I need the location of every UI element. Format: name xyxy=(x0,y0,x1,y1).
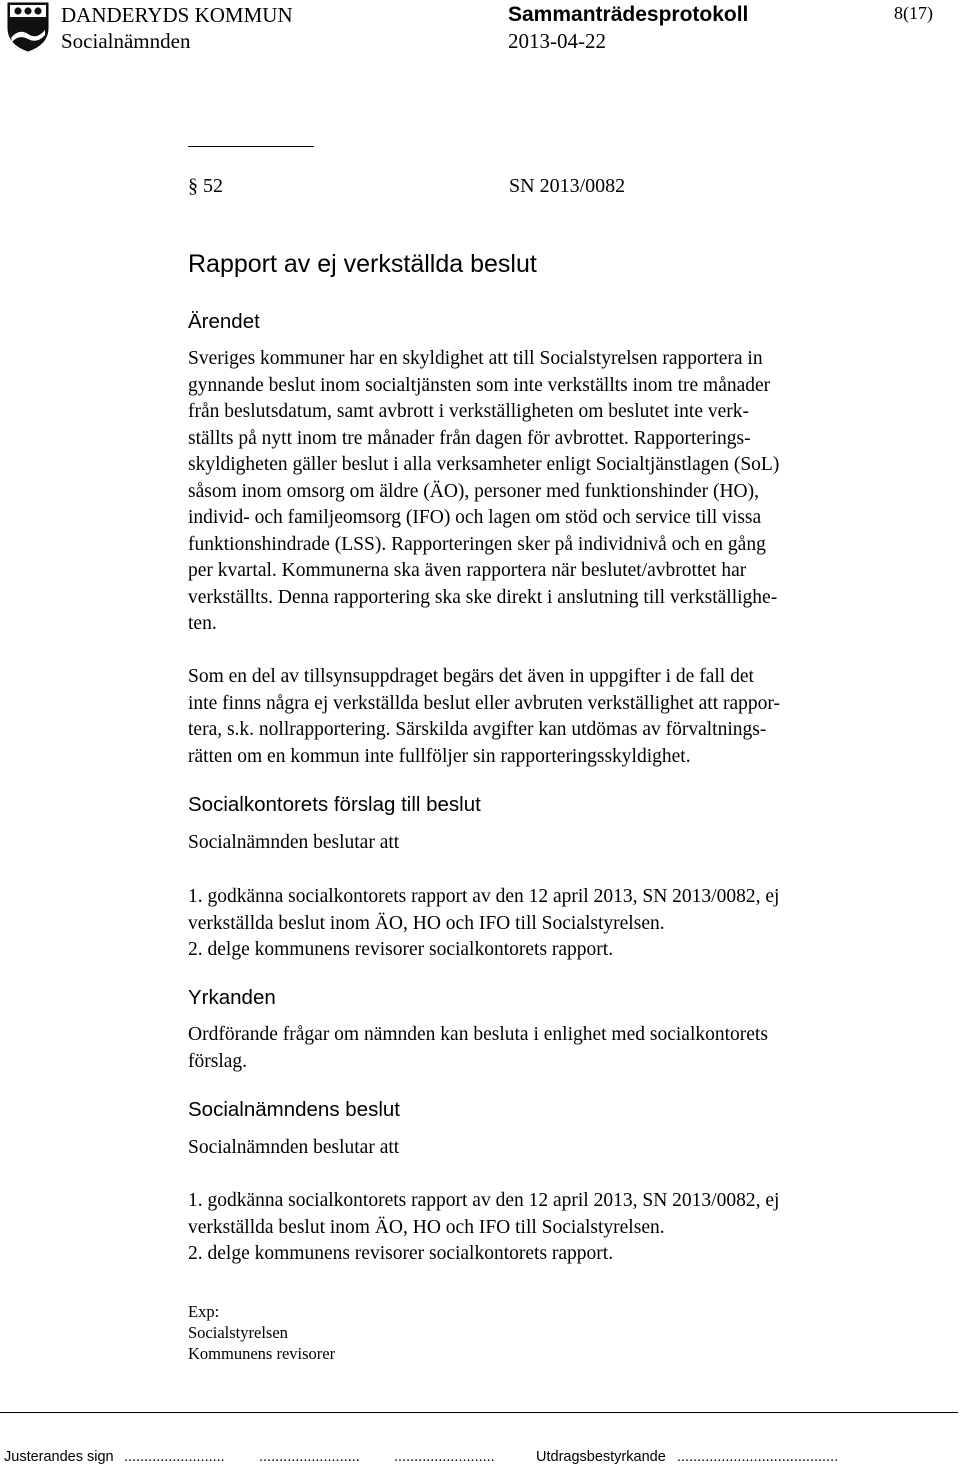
sign-field-2: ......................... xyxy=(259,1449,360,1465)
text-line: ten. xyxy=(188,613,217,634)
arendet-paragraph-1 xyxy=(188,346,779,638)
page-title: Rapport av ej verkställda beslut xyxy=(188,250,537,278)
section-number-value: 52 xyxy=(203,175,223,197)
arendet-paragraph-2 xyxy=(188,664,780,770)
proposal-heading: Socialkontorets förslag till beslut xyxy=(188,793,481,816)
list-item: 1. godkänna socialkontorets rapport av den 12 april 2013, SN 2013/0082, ej xyxy=(188,886,780,907)
list-item: verkställda beslut inom ÄO, HO och IFO till Socialstyrelsen. xyxy=(188,912,665,934)
document-type: Sammanträdesprotokoll xyxy=(508,3,749,26)
text-line: Sveriges kommuner har en skyldighet att till Socialstyrelsen rapportera in xyxy=(188,348,763,369)
yrkanden-heading: Yrkanden xyxy=(188,986,276,1009)
text-line: ställts på nytt inom tre månader från dagen för avbrottet. Rapporterings- xyxy=(188,427,751,449)
case-number: SN 2013/0082 xyxy=(509,175,626,197)
text-line: förslag. xyxy=(188,1050,248,1072)
utdragsbestyrkande-label: Utdragsbestyrkande xyxy=(536,1449,666,1465)
decision-items xyxy=(188,1188,779,1268)
distribution-recipient: Socialstyrelsen xyxy=(188,1323,288,1342)
municipality-coat-of-arms-logo xyxy=(7,2,49,52)
sign-field-1: ......................... xyxy=(124,1449,225,1465)
section-separator-line xyxy=(188,146,314,147)
utdragsbestyrkande-field: ........................................ xyxy=(677,1449,839,1465)
page-number: 8(17) xyxy=(894,3,933,23)
text-line: rätten om en kommun inte fullföljer sin rapporteringsskyldighet. xyxy=(188,745,691,767)
footer-separator-line xyxy=(0,1412,958,1413)
text-line: gynnande beslut inom socialtjänsten som inte verkställts inom tre månader xyxy=(188,374,771,396)
distribution-list xyxy=(188,1301,335,1364)
text-line: skyldigheten gäller beslut i alla verksamheter enligt Socialtjänstlagen (SoL) xyxy=(188,454,780,475)
text-line: från beslutsdatum, samt avbrott i verkställigheten om beslutet inte verk- xyxy=(188,401,750,422)
meeting-date: 2013-04-22 xyxy=(508,29,606,53)
text-line: såsom inom omsorg om äldre (ÄO), personer med funktionshinder (HO), xyxy=(188,480,759,502)
section-number xyxy=(188,172,223,200)
proposal-items xyxy=(188,884,779,964)
text-line: inte finns några ej verkställda beslut eller avbruten verkställighet att rappor- xyxy=(188,692,780,714)
paragraph-sign: § xyxy=(188,175,198,197)
decision-intro: Socialnämnden beslutar att xyxy=(188,1137,400,1158)
list-item: 2. delge kommunens revisorer socialkontorets rapport. xyxy=(188,1243,614,1264)
yrkanden-text xyxy=(188,1022,768,1075)
list-item: verkställda beslut inom ÄO, HO och IFO till Socialstyrelsen. xyxy=(188,1216,665,1238)
committee-name: Socialnämnden xyxy=(61,29,191,53)
text-line: per kvartal. Kommunerna ska även rapportera när beslutet/avbrottet har xyxy=(188,560,747,581)
decision-heading: Socialnämndens beslut xyxy=(188,1098,400,1121)
text-line: tera, s.k. nollrapportering. Särskilda avgifter kan utdömas av förvaltnings- xyxy=(188,719,767,740)
text-line: funktionshindrade (LSS). Rapporteringen sker på individnivå och en gång xyxy=(188,533,766,555)
justerandes-sign-label: Justerandes sign xyxy=(4,1449,114,1465)
distribution-label: Exp: xyxy=(188,1302,220,1321)
text-line: Som en del av tillsynsuppdraget begärs det även in uppgifter i de fall det xyxy=(188,666,754,687)
list-item: 1. godkänna socialkontorets rapport av den 12 april 2013, SN 2013/0082, ej xyxy=(188,1190,780,1211)
text-line: verkställts. Denna rapportering ska ske direkt i anslutning till verkställighe- xyxy=(188,586,778,608)
organization-name: DANDERYDS KOMMUN xyxy=(61,3,293,27)
text-line: individ- och familjeomsorg (IFO) och lagen om stöd och service till vissa xyxy=(188,507,762,528)
text-line: Ordförande frågar om nämnden kan besluta i enlighet med socialkontorets xyxy=(188,1024,768,1045)
distribution-recipient: Kommunens revisorer xyxy=(188,1344,336,1363)
arendet-heading: Ärendet xyxy=(188,310,260,333)
proposal-intro: Socialnämnden beslutar att xyxy=(188,832,400,853)
sign-field-3: ......................... xyxy=(394,1449,495,1465)
list-item: 2. delge kommunens revisorer socialkontorets rapport. xyxy=(188,939,614,960)
